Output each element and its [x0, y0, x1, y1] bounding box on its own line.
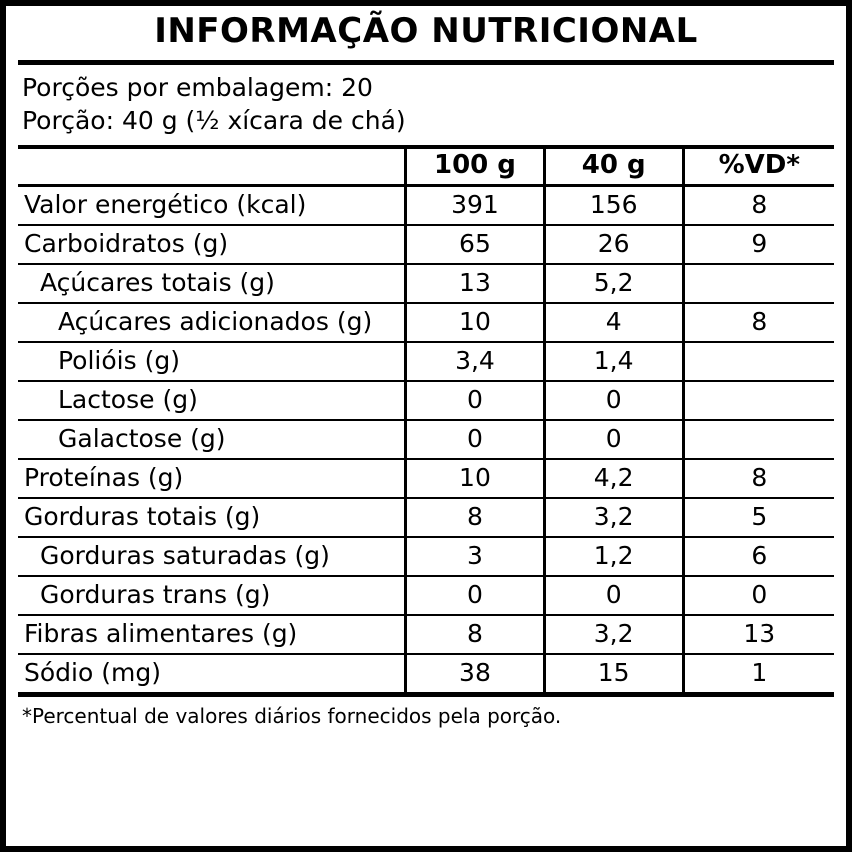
value-100g: 13 — [406, 264, 545, 303]
nutrient-name: Polióis (g) — [18, 342, 406, 381]
table-row — [18, 185, 834, 225]
column-header-40g: 40 g — [544, 149, 683, 186]
value-vd: 0 — [683, 576, 834, 615]
value-100g: 10 — [406, 303, 545, 342]
value-40g: 4 — [544, 303, 683, 342]
nutrient-name: Valor energético (kcal) — [18, 185, 406, 225]
nutrient-name: Sódio (mg) — [24, 657, 161, 687]
table-row — [18, 615, 834, 654]
value-vd — [683, 381, 834, 420]
nutrient-name: Açúcares adicionados (g) — [18, 303, 406, 342]
page-title: INFORMAÇÃO NUTRICIONAL — [154, 11, 698, 51]
footnote: *Percentual de valores diários fornecidos pela porção. — [22, 703, 562, 728]
value-40g: 26 — [544, 225, 683, 264]
table-row — [18, 576, 834, 615]
value-40g: 15 — [544, 654, 683, 692]
value-100g: 38 — [406, 654, 545, 692]
nutrient-name: Carboidratos (g) — [18, 225, 406, 264]
value-100g: 391 — [406, 185, 545, 225]
value-vd: 8 — [683, 303, 834, 342]
table-row — [18, 537, 834, 576]
column-header-nutrient — [18, 149, 406, 186]
table-row — [18, 420, 834, 459]
value-vd — [683, 342, 834, 381]
nutrient-name: Galactose (g) — [18, 420, 406, 459]
value-100g: 8 — [406, 498, 545, 537]
serving-size: Porção: 40 g (½ xícara de chá) — [22, 105, 406, 135]
value-40g: 5,2 — [544, 264, 683, 303]
value-40g: 3,2 — [544, 615, 683, 654]
value-vd: 13 — [683, 615, 834, 654]
table-row — [18, 654, 834, 692]
value-40g: 1,2 — [544, 537, 683, 576]
value-vd: 1 — [683, 654, 834, 692]
nutrient-name: Gorduras trans (g) — [18, 576, 406, 615]
value-vd: 9 — [683, 225, 834, 264]
nutrient-name: Lactose (g) — [18, 381, 406, 420]
value-40g: 1,4 — [544, 342, 683, 381]
value-100g: 0 — [406, 576, 545, 615]
column-header-100g: 100 g — [406, 149, 545, 186]
value-100g: 0 — [406, 381, 545, 420]
nutrition-table — [18, 149, 834, 692]
value-40g: 0 — [544, 420, 683, 459]
table-row — [18, 498, 834, 537]
nutrient-name: Gorduras saturadas (g) — [18, 537, 406, 576]
table-header-row — [18, 149, 834, 186]
table-row — [18, 381, 834, 420]
table-body — [18, 185, 834, 692]
table-row — [18, 303, 834, 342]
value-40g: 0 — [544, 576, 683, 615]
value-40g: 0 — [544, 381, 683, 420]
value-100g: 3 — [406, 537, 545, 576]
value-40g: 3,2 — [544, 498, 683, 537]
table-header — [18, 149, 834, 186]
table-row — [18, 225, 834, 264]
value-vd: 6 — [683, 537, 834, 576]
value-40g: 4,2 — [544, 459, 683, 498]
value-vd — [683, 264, 834, 303]
value-40g: 156 — [544, 185, 683, 225]
value-100g: 0 — [406, 420, 545, 459]
value-100g: 3,4 — [406, 342, 545, 381]
nutrient-name: Gorduras totais (g) — [18, 498, 406, 537]
table-row — [18, 264, 834, 303]
serving-info — [18, 65, 834, 145]
value-vd — [683, 420, 834, 459]
table-row — [18, 459, 834, 498]
value-vd: 8 — [683, 459, 834, 498]
nutrient-name: Proteínas (g) — [18, 459, 406, 498]
value-100g: 65 — [406, 225, 545, 264]
nutrient-name: Fibras alimentares (g) — [18, 615, 406, 654]
column-header-vd: %VD* — [683, 149, 834, 186]
value-100g: 8 — [406, 615, 545, 654]
nutrient-name: Açúcares totais (g) — [18, 264, 406, 303]
servings-per-package: Porções por embalagem: 20 — [22, 72, 373, 102]
value-100g: 10 — [406, 459, 545, 498]
value-vd: 5 — [683, 498, 834, 537]
table-row — [18, 342, 834, 381]
value-vd: 8 — [683, 185, 834, 225]
